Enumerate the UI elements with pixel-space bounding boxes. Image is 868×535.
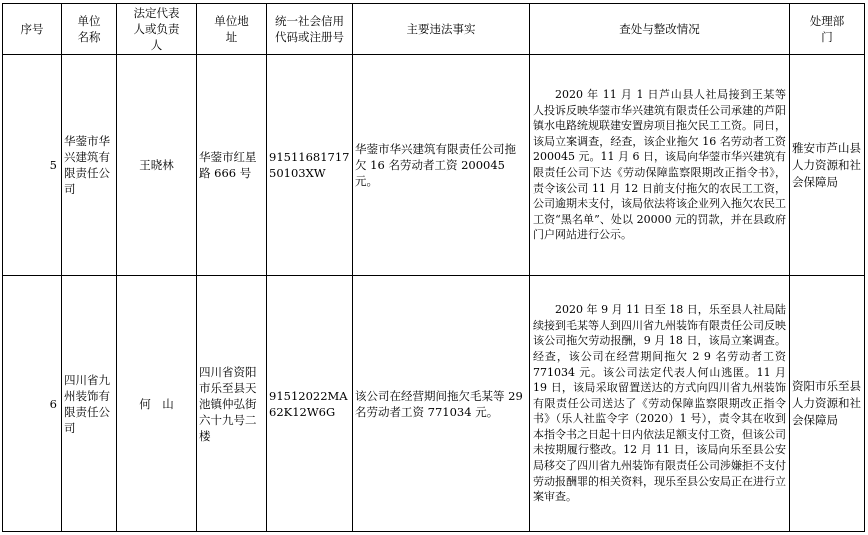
header-dept: 处理部门 bbox=[790, 4, 865, 55]
header-unit-name: 单位名称 bbox=[62, 4, 117, 55]
row-violation: 该公司在经营期间拖欠毛某等 29 名劳动者工资 771034 元。 bbox=[353, 276, 530, 532]
table-row bbox=[3, 276, 865, 532]
header-credit-code: 统一社会信用代码或注册号 bbox=[267, 4, 353, 55]
row-violation: 华蓥市华兴建筑有限责任公司拖欠 16 名劳动者工资 200045 元。 bbox=[353, 55, 530, 276]
row-seq: 6 bbox=[3, 276, 62, 532]
enforcement-table bbox=[2, 3, 865, 532]
header-handling: 查处与整改情况 bbox=[530, 4, 790, 55]
table-row bbox=[3, 55, 865, 276]
row-legal-rep: 何 山 bbox=[117, 276, 197, 532]
row-credit-code: 9151168171750103XW bbox=[267, 55, 353, 276]
row-legal-rep: 王晓林 bbox=[117, 55, 197, 276]
header-address: 单位地址 bbox=[197, 4, 267, 55]
row-handling: 2020 年 11 月 1 日芦山县人社局接到王某等人投诉反映华蓥市华兴建筑有限责任公司承建的芦阳镇水电路统规联建安置房项目拖欠民工工资。同日，该局立案调查，经查，该企业拖欠 16 名劳动者工资 200045 元。11 月 6 日，该局向华蓥市华兴建筑有限责任公司下达《劳动保障监察限期改正指令书》，责令该公司 11 月 12 日前支付拖欠的农民工工资，公司逾期未支付，该局依法将该企业列入拖欠农民工工资“黑名单”、处以 20000 元的罚款，并在县政府门户网站进行公示。 bbox=[530, 55, 790, 276]
row-dept: 雅安市芦山县人力资源和社会保障局 bbox=[790, 55, 865, 276]
row-unit-name: 四川省九州装饰有限责任公司 bbox=[62, 276, 117, 532]
row-unit-name: 华蓥市华兴建筑有限责任公司 bbox=[62, 55, 117, 276]
row-credit-code: 91512022MA62K12W6G bbox=[267, 276, 353, 532]
header-legal-rep: 法定代表人或负责人 bbox=[117, 4, 197, 55]
row-handling: 2020 年 9 月 11 日至 18 日，乐至县人社局陆续接到毛某等人到四川省九州装饰有限责任公司反映该公司拖欠劳动报酬，9 月 18 日，该局立案调查。经查，该公司在经营期间拖欠 2 9 名劳动者工资 771034 元。该公司法定代表人何山逃匿。11 月 19 日，该局采取留置送达的方式向四川省九州装饰有限责任公司送达了《劳动保障监察限期改正指令书》（乐人社监令字（2020）1 号），责令其在收到本指令书之日起十日内依法足额支付工资，但该公司未按期履行整改。12 月 11 日，该局向乐至县公安局移交了四川省九州装饰有限责任公司涉嫌拒不支付劳动报酬罪的相关资料，现乐至县公安局正在进行立案审查。 bbox=[530, 276, 790, 532]
row-address: 华蓥市红星路 666 号 bbox=[197, 55, 267, 276]
row-address: 四川省资阳市乐至县天池镇仲弘街六十九号二楼 bbox=[197, 276, 267, 532]
header-row bbox=[3, 4, 865, 55]
header-violation: 主要违法事实 bbox=[353, 4, 530, 55]
header-seq: 序号 bbox=[3, 4, 62, 55]
row-seq: 5 bbox=[3, 55, 62, 276]
row-dept: 资阳市乐至县人力资源和社会保障局 bbox=[790, 276, 865, 532]
